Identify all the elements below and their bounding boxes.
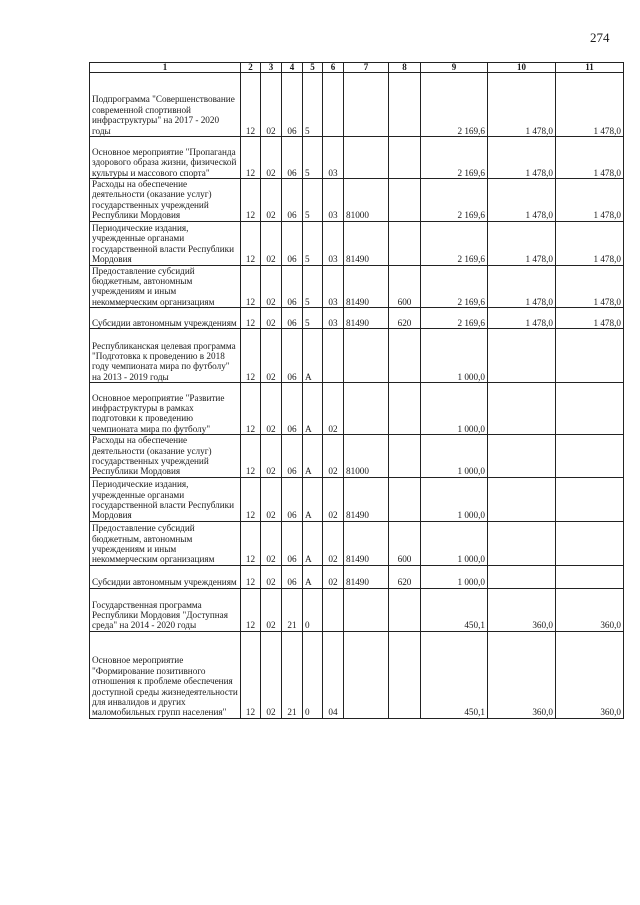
header-cell: 3 [261,63,282,73]
header-cell: 11 [556,63,624,73]
code-cell: 5 [303,137,323,179]
code-cell: 06 [282,221,303,265]
code-cell: 5 [303,179,323,222]
code-cell: 02 [261,565,282,588]
code-cell: 5 [303,221,323,265]
code-cell: 600 [389,521,421,565]
amount-cell [556,383,624,435]
code-cell: 12 [241,329,261,383]
code-cell: 12 [241,308,261,329]
amount-cell: 1 000,0 [421,383,488,435]
code-cell [323,329,344,383]
code-cell [389,73,421,137]
row-name-cell: Государственная программа Республики Мордовия "Доступная среда" на 2014 - 2020 годы [90,588,241,631]
budget-table [89,62,624,719]
amount-cell: 1 478,0 [556,265,624,308]
amount-cell: 360,0 [556,631,624,718]
amount-cell: 1 000,0 [421,521,488,565]
table-row [90,588,624,631]
code-cell: 81490 [344,265,389,308]
code-cell: 06 [282,265,303,308]
header-cell: 9 [421,63,488,73]
table-row [90,308,624,329]
row-name-cell: Периодические издания, учрежденные органами государственной власти Республики Мордовия [90,477,241,521]
header-cell: 2 [241,63,261,73]
table-row [90,631,624,718]
amount-cell [556,329,624,383]
code-cell: А [303,565,323,588]
header-cell: 1 [90,63,241,73]
code-cell: 02 [323,565,344,588]
code-cell: 12 [241,221,261,265]
table-row [90,221,624,265]
amount-cell: 1 000,0 [421,477,488,521]
header-cell: 8 [389,63,421,73]
code-cell: 5 [303,73,323,137]
amount-cell [488,329,556,383]
page-number: 274 [590,30,610,45]
code-cell: 12 [241,588,261,631]
code-cell: 03 [323,308,344,329]
row-name-cell: Предоставление субсидий бюджетным, автономным учреждениям и иным некоммерческим организациям [90,265,241,308]
table-row [90,477,624,521]
code-cell [389,137,421,179]
table-row [90,329,624,383]
amount-cell: 1 478,0 [488,179,556,222]
amount-cell: 2 169,6 [421,179,488,222]
amount-cell [556,565,624,588]
table-row [90,73,624,137]
code-cell: 02 [261,179,282,222]
code-cell [389,329,421,383]
code-cell: 12 [241,383,261,435]
amount-cell: 450,1 [421,588,488,631]
code-cell: 620 [389,565,421,588]
amount-cell: 1 000,0 [421,329,488,383]
header-row [90,63,624,73]
code-cell: 02 [261,477,282,521]
amount-cell [488,521,556,565]
code-cell: А [303,477,323,521]
amount-cell: 360,0 [556,588,624,631]
code-cell: 06 [282,329,303,383]
amount-cell: 1 478,0 [556,137,624,179]
amount-cell: 2 169,6 [421,265,488,308]
amount-cell: 1 478,0 [556,73,624,137]
amount-cell: 2 169,6 [421,137,488,179]
code-cell [344,329,389,383]
amount-cell: 2 169,6 [421,308,488,329]
amount-cell: 1 478,0 [488,221,556,265]
code-cell: 620 [389,308,421,329]
table-row [90,179,624,222]
code-cell: 81490 [344,565,389,588]
code-cell: 03 [323,137,344,179]
code-cell: 02 [261,221,282,265]
table-row [90,565,624,588]
code-cell: 81490 [344,521,389,565]
table-row [90,265,624,308]
code-cell: 02 [261,631,282,718]
code-cell [389,631,421,718]
code-cell: А [303,329,323,383]
row-name-cell: Основное мероприятие "Развитие инфраструктуры в рамках подготовки к проведению чемпионата мира по футболу" [90,383,241,435]
header-cell: 6 [323,63,344,73]
code-cell: 81000 [344,435,389,478]
code-cell: 12 [241,521,261,565]
row-name-cell: Субсидии автономным учреждениям [90,308,241,329]
code-cell: 5 [303,308,323,329]
code-cell: 03 [323,221,344,265]
amount-cell: 1 000,0 [421,435,488,478]
header-cell: 10 [488,63,556,73]
amount-cell: 1 478,0 [556,179,624,222]
table-body [90,73,624,719]
table-row [90,435,624,478]
amount-cell [488,383,556,435]
code-cell: 81490 [344,221,389,265]
code-cell: 12 [241,477,261,521]
code-cell [344,73,389,137]
amount-cell: 1 478,0 [556,308,624,329]
code-cell: А [303,435,323,478]
amount-cell [488,477,556,521]
code-cell [389,435,421,478]
code-cell: 21 [282,588,303,631]
code-cell: 02 [261,73,282,137]
code-cell: 12 [241,265,261,308]
code-cell: 02 [323,477,344,521]
row-name-cell: Расходы на обеспечение деятельности (оказание услуг) государственных учреждений Республики Мордовия [90,435,241,478]
code-cell: 03 [323,179,344,222]
code-cell: 0 [303,631,323,718]
row-name-cell: Расходы на обеспечение деятельности (оказание услуг) государственных учреждений Республики Мордовия [90,179,241,222]
code-cell: 03 [323,265,344,308]
amount-cell: 1 000,0 [421,565,488,588]
code-cell [344,588,389,631]
header-cell: 5 [303,63,323,73]
amount-cell: 1 478,0 [556,221,624,265]
amount-cell [488,435,556,478]
code-cell: 06 [282,179,303,222]
header-cell: 4 [282,63,303,73]
code-cell [389,383,421,435]
code-cell: 06 [282,477,303,521]
code-cell: 12 [241,435,261,478]
code-cell: 02 [261,137,282,179]
code-cell: 12 [241,73,261,137]
code-cell: 600 [389,265,421,308]
row-name-cell: Подпрограмма "Совершенствование современной спортивной инфраструктуры" на 2017 - 2020 годы [90,73,241,137]
code-cell [344,383,389,435]
amount-cell [556,435,624,478]
row-name-cell: Периодические издания, учрежденные органами государственной власти Республики Мордовия [90,221,241,265]
code-cell: 06 [282,308,303,329]
amount-cell: 1 478,0 [488,308,556,329]
code-cell: А [303,383,323,435]
code-cell: 12 [241,565,261,588]
amount-cell [556,477,624,521]
code-cell [323,588,344,631]
code-cell: 02 [261,308,282,329]
code-cell: 06 [282,73,303,137]
code-cell [344,137,389,179]
code-cell: 02 [261,329,282,383]
row-name-cell: Основное мероприятие "Пропаганда здорового образа жизни, физической культуры и массового спорта" [90,137,241,179]
code-cell: 12 [241,137,261,179]
code-cell: 81490 [344,308,389,329]
code-cell [389,588,421,631]
row-name-cell: Республиканская целевая программа "Подготовка к проведению в 2018 году чемпионата мира по футболу" на 2013 - 2019 годы [90,329,241,383]
table-row [90,137,624,179]
code-cell: 02 [323,435,344,478]
amount-cell: 360,0 [488,631,556,718]
code-cell: 21 [282,631,303,718]
code-cell: 81000 [344,179,389,222]
code-cell [389,221,421,265]
code-cell: 06 [282,383,303,435]
header-cell: 7 [344,63,389,73]
code-cell: 02 [261,383,282,435]
amount-cell: 1 478,0 [488,73,556,137]
table-row [90,521,624,565]
code-cell: 02 [323,383,344,435]
table-row [90,383,624,435]
code-cell [323,73,344,137]
code-cell: 04 [323,631,344,718]
code-cell: 02 [261,435,282,478]
code-cell: А [303,521,323,565]
row-name-cell: Основное мероприятие "Формирование позитивного отношения к проблеме обеспечения доступной среды жизнедеятельности для инвалидов и других маломобильных групп населения" [90,631,241,718]
amount-cell: 1 478,0 [488,265,556,308]
code-cell: 06 [282,435,303,478]
code-cell: 81490 [344,477,389,521]
amount-cell [488,565,556,588]
code-cell: 06 [282,565,303,588]
amount-cell: 2 169,6 [421,73,488,137]
code-cell: 0 [303,588,323,631]
code-cell: 12 [241,631,261,718]
row-name-cell: Предоставление субсидий бюджетным, автономным учреждениям и иным некоммерческим организациям [90,521,241,565]
code-cell [389,179,421,222]
code-cell: 06 [282,521,303,565]
code-cell: 02 [261,521,282,565]
amount-cell [556,521,624,565]
amount-cell: 2 169,6 [421,221,488,265]
row-name-cell: Субсидии автономным учреждениям [90,565,241,588]
code-cell: 5 [303,265,323,308]
code-cell: 02 [261,265,282,308]
amount-cell: 360,0 [488,588,556,631]
amount-cell: 450,1 [421,631,488,718]
code-cell: 06 [282,137,303,179]
code-cell: 02 [261,588,282,631]
code-cell [389,477,421,521]
code-cell [344,631,389,718]
code-cell: 02 [323,521,344,565]
amount-cell: 1 478,0 [488,137,556,179]
code-cell: 12 [241,179,261,222]
